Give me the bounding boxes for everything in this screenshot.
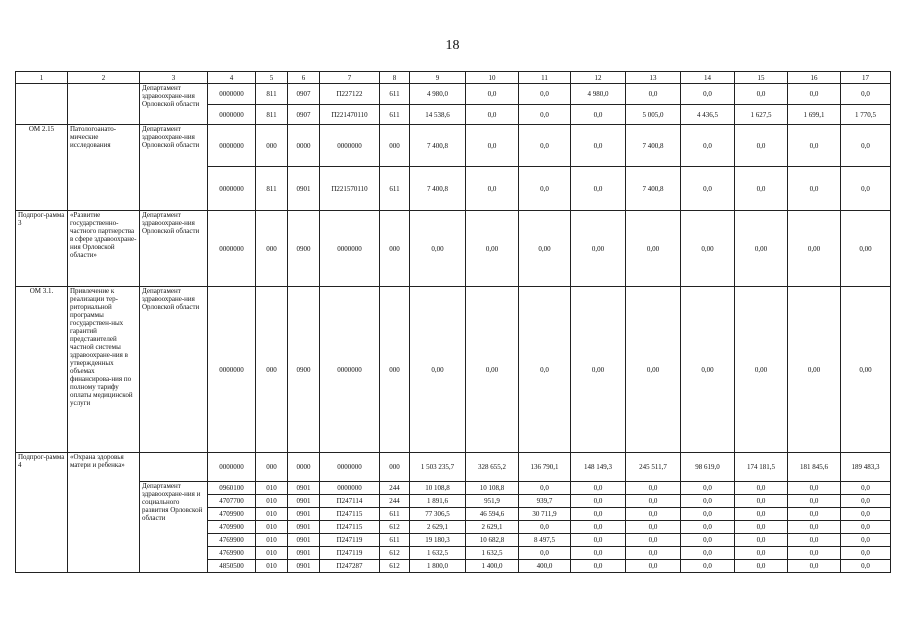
cell: 0000 (288, 453, 320, 482)
cell: 010 (256, 521, 288, 534)
cell: 0,0 (466, 125, 519, 167)
cell: 0,0 (466, 167, 519, 211)
cell: 0,0 (735, 482, 788, 495)
cell: 010 (256, 547, 288, 560)
cell: 0,0 (681, 125, 735, 167)
cell: 0000000 (320, 287, 380, 453)
header-cell: 1 (16, 72, 68, 84)
cell: 0,00 (466, 211, 519, 287)
cell: 0,0 (519, 482, 571, 495)
cell: П247287 (320, 560, 380, 573)
cell: 611 (380, 534, 410, 547)
cell-code: Подпрог-рамма 4 (16, 453, 68, 573)
cell: 1 503 235,7 (410, 453, 466, 482)
header-cell: 5 (256, 72, 288, 84)
cell: 0,00 (841, 287, 891, 453)
cell: 0000 (288, 125, 320, 167)
header-cell: 7 (320, 72, 380, 84)
cell: 0,0 (841, 560, 891, 573)
cell: 0000000 (320, 453, 380, 482)
cell: 0,0 (519, 125, 571, 167)
cell: 0,0 (788, 167, 841, 211)
cell: 0901 (288, 482, 320, 495)
cell: 0,0 (735, 508, 788, 521)
cell: 0000000 (208, 167, 256, 211)
cell: П247119 (320, 547, 380, 560)
cell: 0,00 (571, 287, 626, 453)
cell: 10 108,8 (410, 482, 466, 495)
cell: 189 483,3 (841, 453, 891, 482)
cell: 811 (256, 105, 288, 125)
cell: 4709900 (208, 508, 256, 521)
cell: 0,0 (571, 534, 626, 547)
header-cell: 15 (735, 72, 788, 84)
cell: 0,0 (788, 534, 841, 547)
cell: 1 891,6 (410, 495, 466, 508)
cell: 0,0 (788, 84, 841, 105)
cell: 0,0 (841, 482, 891, 495)
table-row (16, 211, 891, 287)
cell: П221570110 (320, 167, 380, 211)
cell: 0901 (288, 508, 320, 521)
cell: 7 400,8 (410, 167, 466, 211)
cell: 0,0 (571, 167, 626, 211)
cell: 244 (380, 482, 410, 495)
header-cell: 3 (140, 72, 208, 84)
header-row (16, 72, 891, 84)
cell: 0,0 (626, 547, 681, 560)
cell: 4769900 (208, 547, 256, 560)
cell: 0,0 (788, 482, 841, 495)
cell: 0,0 (466, 84, 519, 105)
cell: П247114 (320, 495, 380, 508)
cell: 0,00 (519, 211, 571, 287)
cell: 4 980,0 (571, 84, 626, 105)
page-number: 18 (445, 38, 460, 53)
cell: 000 (256, 453, 288, 482)
cell: 000 (380, 125, 410, 167)
cell: 1 699,1 (788, 105, 841, 125)
cell: 0,0 (466, 105, 519, 125)
cell-code: ОМ 2.15 (16, 125, 68, 211)
cell: 0907 (288, 84, 320, 105)
cell: 0901 (288, 167, 320, 211)
cell: 000 (256, 211, 288, 287)
cell: 181 845,6 (788, 453, 841, 482)
cell: 0900 (288, 287, 320, 453)
cell: 10 108,8 (466, 482, 519, 495)
cell: 010 (256, 482, 288, 495)
header-cell: 14 (681, 72, 735, 84)
cell: 000 (380, 287, 410, 453)
header-cell: 6 (288, 72, 320, 84)
cell: 612 (380, 521, 410, 534)
cell: 0,0 (681, 521, 735, 534)
cell: 0,0 (571, 508, 626, 521)
cell: 0,0 (841, 534, 891, 547)
cell: П221470110 (320, 105, 380, 125)
cell: 0,0 (571, 105, 626, 125)
cell: 4769900 (208, 534, 256, 547)
cell: 010 (256, 534, 288, 547)
cell: 1 400,0 (466, 560, 519, 573)
cell: 0960100 (208, 482, 256, 495)
cell: 0,00 (626, 287, 681, 453)
cell: 0,0 (626, 508, 681, 521)
cell: 612 (380, 560, 410, 573)
cell: 0,0 (571, 495, 626, 508)
cell: 174 181,5 (735, 453, 788, 482)
cell-executor: Департамент здравоохране-ния Орловской области (140, 211, 208, 287)
cell: 0,0 (841, 167, 891, 211)
cell: 612 (380, 547, 410, 560)
header-cell: 12 (571, 72, 626, 84)
table-row (16, 84, 891, 105)
cell: 0000000 (320, 211, 380, 287)
cell: 0,00 (735, 211, 788, 287)
header-cell: 2 (68, 72, 140, 84)
cell: 14 538,6 (410, 105, 466, 125)
cell: 0901 (288, 560, 320, 573)
cell: 010 (256, 560, 288, 573)
cell: 0,0 (626, 521, 681, 534)
header-cell: 16 (788, 72, 841, 84)
cell: 010 (256, 508, 288, 521)
cell: 0,0 (841, 84, 891, 105)
cell: 0,0 (735, 125, 788, 167)
cell: 0,0 (735, 84, 788, 105)
cell: 0000000 (320, 482, 380, 495)
cell: 0,00 (841, 211, 891, 287)
cell: 0,0 (681, 482, 735, 495)
cell: 0,0 (626, 482, 681, 495)
cell: 0,0 (519, 84, 571, 105)
cell-title: «Развитие государственно-частного партнерства в сфере здравоохране-ния Орловской области» (68, 211, 140, 287)
cell: П227122 (320, 84, 380, 105)
cell: 0,0 (519, 547, 571, 560)
cell: 1 627,5 (735, 105, 788, 125)
cell: 0,0 (788, 547, 841, 560)
cell: 0000000 (208, 453, 256, 482)
cell: 0,0 (788, 560, 841, 573)
cell: 4 980,0 (410, 84, 466, 105)
cell: 0,00 (410, 287, 466, 453)
cell: 010 (256, 495, 288, 508)
cell: 000 (380, 453, 410, 482)
cell: 245 511,7 (626, 453, 681, 482)
cell: 0,0 (626, 534, 681, 547)
cell: 000 (256, 287, 288, 453)
cell: 1 800,0 (410, 560, 466, 573)
table-row (16, 453, 891, 482)
cell: 148 149,3 (571, 453, 626, 482)
cell: 0000000 (208, 287, 256, 453)
cell: 5 005,0 (626, 105, 681, 125)
table-row (16, 125, 891, 167)
cell: 0901 (288, 547, 320, 560)
cell: 19 180,3 (410, 534, 466, 547)
cell: 811 (256, 167, 288, 211)
cell: 0000000 (208, 125, 256, 167)
cell: 0,00 (466, 287, 519, 453)
cell: 7 400,8 (410, 125, 466, 167)
cell: 0,00 (681, 211, 735, 287)
cell: 951,9 (466, 495, 519, 508)
cell: 46 594,6 (466, 508, 519, 521)
cell: 0,0 (519, 167, 571, 211)
cell: 136 790,1 (519, 453, 571, 482)
cell: 0000000 (208, 84, 256, 105)
cell-code (16, 84, 68, 125)
cell-title: Патологоанато-мические исследования (68, 125, 140, 211)
header-cell: 4 (208, 72, 256, 84)
cell: 0907 (288, 105, 320, 125)
cell: 811 (256, 84, 288, 105)
header-cell: 13 (626, 72, 681, 84)
cell-executor-empty (140, 453, 208, 482)
cell: 0,0 (735, 521, 788, 534)
cell: 2 629,1 (410, 521, 466, 534)
header-cell: 9 (410, 72, 466, 84)
cell: 611 (380, 167, 410, 211)
cell: 7 400,8 (626, 125, 681, 167)
cell: П247115 (320, 508, 380, 521)
cell: 0000000 (208, 211, 256, 287)
cell: 0,0 (681, 508, 735, 521)
cell: 0,0 (735, 495, 788, 508)
cell: 0,0 (735, 167, 788, 211)
header-cell: 17 (841, 72, 891, 84)
cell-title: Привлечение к реализации тер-риториальной программы государствен-ных гарантий представителей частной системы здравоохране-ния в утвержденных объемах финансирова-ния по полному тарифу оплаты медицинской услуги (68, 287, 140, 453)
cell: 0900 (288, 211, 320, 287)
cell: 0,0 (519, 521, 571, 534)
cell: 0,0 (571, 521, 626, 534)
cell: 611 (380, 508, 410, 521)
cell: 4 436,5 (681, 105, 735, 125)
cell: 0,0 (841, 125, 891, 167)
cell: 0,0 (519, 105, 571, 125)
cell-code: ОМ 3.1. (16, 287, 68, 453)
cell: 0,0 (681, 534, 735, 547)
cell: 000 (256, 125, 288, 167)
cell: 0,00 (735, 287, 788, 453)
table-row (16, 287, 891, 453)
cell: 0,0 (841, 508, 891, 521)
cell: 0,00 (788, 211, 841, 287)
cell: 0,0 (571, 125, 626, 167)
cell: 8 497,5 (519, 534, 571, 547)
cell: 0,0 (788, 495, 841, 508)
cell: 0,0 (788, 125, 841, 167)
header-cell: 10 (466, 72, 519, 84)
cell: 0,0 (681, 84, 735, 105)
cell: 0901 (288, 521, 320, 534)
cell: П247119 (320, 534, 380, 547)
cell: 30 711,9 (519, 508, 571, 521)
cell: 0,00 (571, 211, 626, 287)
cell: 4707700 (208, 495, 256, 508)
cell: 1 770,5 (841, 105, 891, 125)
cell: 1 632,5 (466, 547, 519, 560)
cell: 0,00 (626, 211, 681, 287)
cell: 244 (380, 495, 410, 508)
cell: 0,0 (626, 495, 681, 508)
cell: 328 655,2 (466, 453, 519, 482)
cell: 0,00 (788, 287, 841, 453)
cell-code: Подпрог-рамма 3 (16, 211, 68, 287)
cell-title (68, 84, 140, 125)
cell: 0000000 (208, 105, 256, 125)
cell: 4850500 (208, 560, 256, 573)
cell: 0901 (288, 534, 320, 547)
cell: 611 (380, 105, 410, 125)
cell: 400,0 (519, 560, 571, 573)
cell: 0,0 (841, 495, 891, 508)
cell: 0,00 (681, 287, 735, 453)
cell: П247115 (320, 521, 380, 534)
cell: 4709900 (208, 521, 256, 534)
cell: 10 682,8 (466, 534, 519, 547)
cell: 98 619,0 (681, 453, 735, 482)
cell: 0,0 (735, 560, 788, 573)
cell: 0,0 (626, 84, 681, 105)
cell: 0901 (288, 495, 320, 508)
cell: 0,0 (571, 482, 626, 495)
cell: 0,0 (788, 521, 841, 534)
cell: 0,0 (681, 547, 735, 560)
header-cell: 11 (519, 72, 571, 84)
cell-executor: Департамент здравоохране-ния Орловской области (140, 287, 208, 453)
cell: 1 632,5 (410, 547, 466, 560)
cell: 0,0 (735, 547, 788, 560)
cell-title: «Охрана здоровья матери и ребенка» (68, 453, 140, 573)
cell: 0,0 (735, 534, 788, 547)
cell: 0,0 (626, 560, 681, 573)
cell: 000 (380, 211, 410, 287)
cell-executor: Департамент здравоохране-ния и социального развития Орловской области (140, 482, 208, 573)
cell: 0,0 (841, 521, 891, 534)
cell: 939,7 (519, 495, 571, 508)
cell: 0,0 (571, 560, 626, 573)
cell: 0,0 (571, 547, 626, 560)
cell: 611 (380, 84, 410, 105)
cell: 0000000 (320, 125, 380, 167)
cell-executor: Департамент здравоохране-ния Орловской области (140, 125, 208, 211)
table-row (16, 482, 891, 495)
cell: 0,0 (681, 560, 735, 573)
cell: 0,0 (841, 547, 891, 560)
header-cell: 8 (380, 72, 410, 84)
cell: 0,00 (410, 211, 466, 287)
budget-table (15, 71, 891, 573)
cell-executor: Департамент здравоохране-ния Орловской области (140, 84, 208, 125)
cell: 0,0 (681, 495, 735, 508)
cell: 0,0 (788, 508, 841, 521)
cell: 77 306,5 (410, 508, 466, 521)
cell: 2 629,1 (466, 521, 519, 534)
cell: 0,0 (519, 287, 571, 453)
cell: 7 400,8 (626, 167, 681, 211)
cell: 0,0 (681, 167, 735, 211)
